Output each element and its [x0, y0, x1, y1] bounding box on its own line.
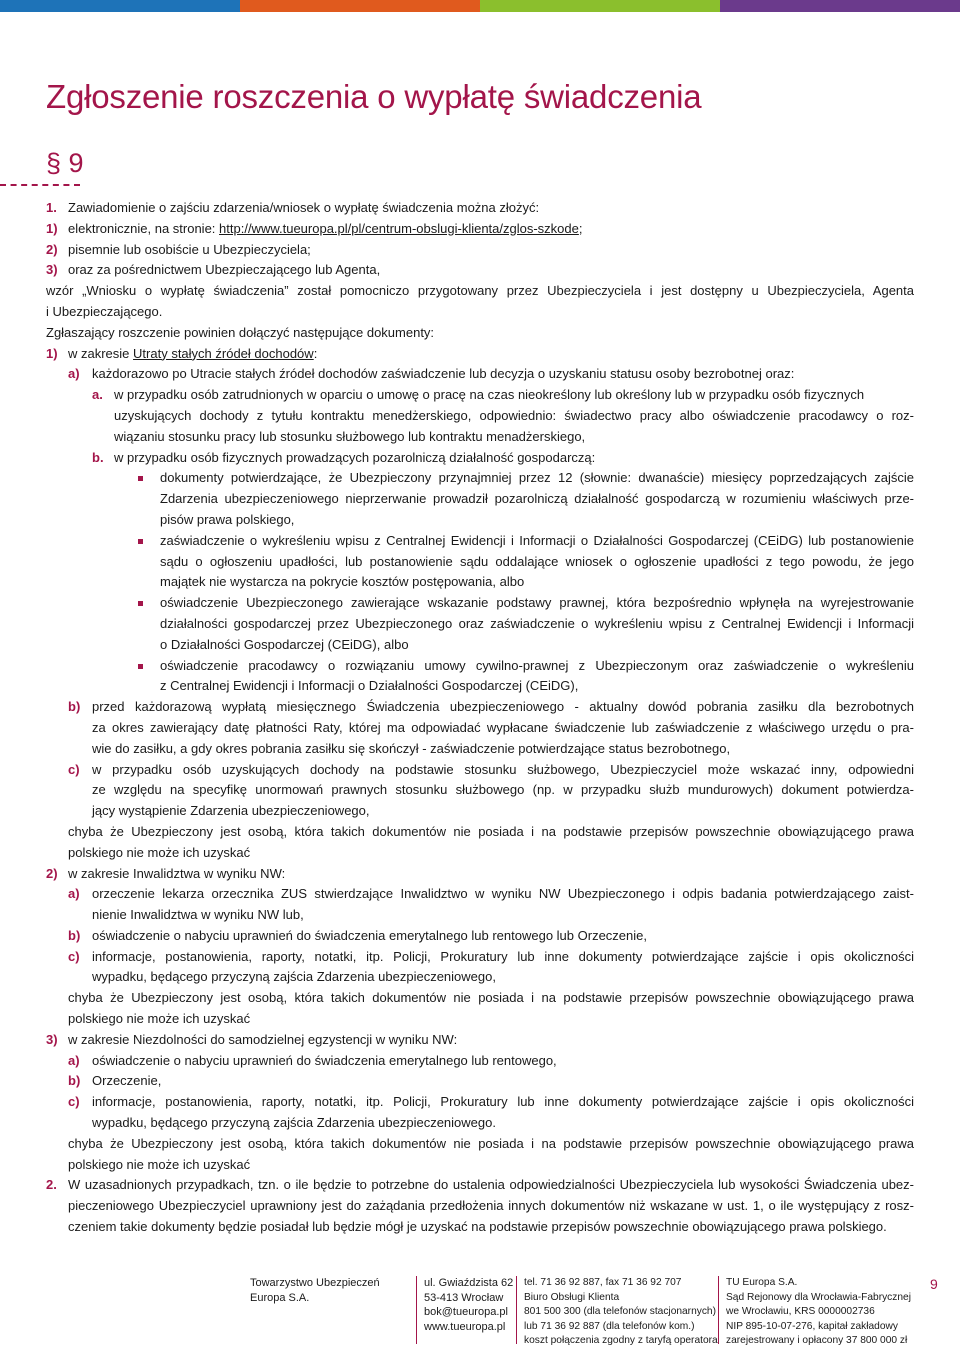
- point-2: [46, 1175, 914, 1196]
- text-line: elektronicznie, na stronie:: [68, 220, 220, 236]
- footer-line: 801 500 300 (dla telefonów stacjonarnych): [524, 1306, 716, 1317]
- subitem-label: b): [68, 699, 81, 715]
- subitem-c: [46, 760, 914, 781]
- item-label: 2): [46, 865, 58, 881]
- footer-line: NIP 895-10-07-276, kapitał zakładowy: [726, 1320, 898, 1332]
- item-label: 3): [46, 262, 58, 278]
- top-color-bar: [0, 0, 960, 12]
- text-line: ze względu na specyfikę unormowań prawnych stosunku służbowego (np. w przypadku służb mundurowych) dokument potwierdza-: [92, 782, 914, 798]
- text-line: Orzeczenie,: [92, 1073, 162, 1089]
- text-line: ;: [578, 220, 583, 236]
- footer-address: [424, 1276, 513, 1334]
- text-line: wie do zasiłku, a gdy okres pobrania zasiłku się skończył - zaświadczenie potwierdzające status bezrobotnego,: [92, 740, 731, 756]
- footer-line: ul. Gwiaździsta 62: [424, 1277, 514, 1289]
- bullet-item: [46, 593, 914, 614]
- item-1-electronic: [46, 219, 914, 240]
- text-line: czeniem takie dokumenty będzie posiadał lub będzie mógł je uzyskać na podstawie przepisów powszechnie obowiązującego prawa polskiego.: [68, 1219, 887, 1235]
- footer-contact: [524, 1276, 718, 1349]
- text-line: oświadczenie o nabyciu uprawnień do świadczenia emerytalnego lub rentowego,: [92, 1052, 557, 1068]
- text-line: chyba że Ubezpieczony jest osobą, która takich dokumentów nie posiada i na podstawie przepisów powszechnie obowiązującego prawa: [68, 823, 914, 839]
- subitem-label: c): [68, 761, 80, 777]
- bar-blue: [0, 0, 240, 12]
- text-line: sądu o ogłoszeniu upadłości, lub postanowienie sądu oddalające wniosek o ogłoszenie upadłości z tego powodu, że jego: [160, 553, 914, 569]
- text-line: polskiego nie może ich uzyskać: [68, 1011, 251, 1027]
- text-line: i Ubezpieczającego.: [46, 303, 163, 319]
- point-1: [46, 198, 914, 219]
- footer-divider: [416, 1276, 417, 1344]
- subitem-c: [46, 947, 914, 968]
- text-line: wypadku, będącego przyczyną zajścia Zdarzenia ubezpieczeniowego,: [92, 969, 496, 985]
- item-label: 3): [46, 1031, 58, 1047]
- document-body: [46, 198, 914, 1238]
- subitem-a: [46, 364, 914, 385]
- item-label: 2): [46, 241, 58, 257]
- subitem-label: a): [68, 366, 80, 382]
- subpoint-b: [46, 448, 914, 469]
- text-line: majątek nie wystarcza na pokrycie kosztów postępowania, albo: [160, 574, 525, 590]
- text-line: w zakresie Niezdolności do samodzielnej egzystencji w wyniku NW:: [68, 1031, 458, 1047]
- subitem-b: [46, 926, 914, 947]
- footer-line: Towarzystwo Ubezpieczeń: [250, 1277, 380, 1289]
- square-bullet-icon: [138, 476, 143, 481]
- text-line: uzyskujących dochody z tytułu kontraktu menedżerskiego, odpowiednio: świadectwo pracy albo oświadczenie pracodawcy o roz-: [114, 407, 914, 423]
- footer-line: 53-413 Wrocław: [424, 1291, 504, 1304]
- item-3-dependency: [46, 1030, 914, 1051]
- text-line: pisów prawa polskiego,: [160, 511, 295, 527]
- subpoint-a: [46, 385, 914, 406]
- text-line: w przypadku osób uzyskujących dochody na podstawie stosunku służbowego, Ubezpieczyciel może wskazać inny, odpowiedni: [92, 761, 914, 777]
- text-line: dokumenty potwierdzające, że Ubezpieczony przynajmniej przez 12 (słownie: dwanaście) miesięcy poprzedzających zajście: [160, 470, 914, 486]
- footer-legal: [726, 1276, 911, 1349]
- footer-line: Sąd Rejonowy dla Wrocławia-Fabrycznej: [726, 1291, 911, 1303]
- text-line: o Działalności Gospodarczej (CEiDG), albo: [160, 636, 409, 652]
- text-line: Zgłaszający roszczenie powinien dołączyć następujące dokumenty:: [46, 324, 435, 340]
- text-line: polskiego nie może ich uzyskać: [68, 1156, 251, 1172]
- text-line: Zdarzenia ubezpieczeniowego nieprzerwanie prowadził pozarolniczą działalność gospodarczą w rozumieniu właściwych prze-: [160, 491, 914, 507]
- item-2-disability: [46, 864, 914, 885]
- text-line: Zawiadomienie o zajściu zdarzenia/wniosek o wypłatę świadczenia można złożyć:: [68, 200, 540, 215]
- subpoint-label: a.: [92, 387, 103, 403]
- item-label: 1): [46, 345, 58, 361]
- text-line: w przypadku osób zatrudnionych w oparciu o umowę o pracę na czas nieokreślony lub określony lub w przypadku osób fizycznych: [114, 387, 865, 403]
- text-line: w zakresie Inwalidztwa w wyniku NW:: [68, 865, 286, 881]
- text-line: oświadczenie Ubezpieczonego zawierające wskazanie podstawy prawnej, która bezpośrednio wpłynęła na wyrejestrowanie: [160, 595, 914, 611]
- subitem-b: [46, 697, 914, 718]
- subitem-c: [46, 1092, 914, 1113]
- footer-company: [250, 1276, 380, 1305]
- subitem-label: c): [68, 948, 80, 964]
- text-line: wzór „Wniosku o wypłatę świadczenia” został pomocniczo przygotowany przez Ubezpieczyciela i jest dostępny u Ubezpieczyciela, Agenta: [46, 283, 914, 299]
- claim-form-link[interactable]: http://www.tueuropa.pl/pl/centrum-obslugi-klienta/zglos-szkode: [219, 220, 579, 236]
- footer-line: Biuro Obsługi Klienta: [524, 1291, 620, 1303]
- point-label: 1.: [46, 200, 57, 215]
- text-line: nienie Inwalidztwa w wyniku NW lub,: [92, 907, 304, 923]
- footer-line: TU Europa S.A.: [726, 1277, 798, 1288]
- bullet-item: [46, 468, 914, 489]
- square-bullet-icon: [138, 539, 143, 544]
- text-line: polskiego nie może ich uzyskać: [68, 844, 251, 860]
- text-line: W uzasadnionych przypadkach, tzn. o ile będzie to potrzebne do ustalenia odpowiedzialności Ubezpieczyciela lub wysokości Świadczenia ubez-: [68, 1177, 914, 1193]
- text-line: pieczeniowego Ubezpieczyciel uprawniony jest do zażądania przedłożenia innych dokumentów niż wskazane w ust. 1, o ile występujący z rosz-: [68, 1198, 914, 1214]
- subpoint-label: b.: [92, 449, 104, 465]
- page-title: Zgłoszenie roszczenia o wypłatę świadczenia: [46, 78, 702, 115]
- section-number: § 9: [46, 148, 84, 178]
- text-line: za okres zawierający datę płatności Raty, której ma odpowiadać wypłacane świadczenie lub zaświadczenie z właściwego urzędu o pra-: [92, 719, 914, 735]
- subitem-label: a): [68, 1052, 80, 1068]
- text-line: każdorazowo po Utracie stałych źródeł dochodów zaświadczenie lub decyzja o uzyskaniu statusu osoby bezrobotnej oraz:: [92, 366, 795, 382]
- text-line: zaświadczenie o wykreśleniu wpisu z Centralnej Ewidencji i Informacji o Działalności Gospodarczej (CEiDG) lub postanowienie: [160, 532, 914, 548]
- page-number: 9: [930, 1276, 938, 1292]
- underlined-term: Utraty stałych źródeł dochodów: [133, 345, 314, 361]
- item-label: 1): [46, 220, 58, 236]
- bullet-item: [46, 531, 914, 552]
- point-label: 2.: [46, 1177, 57, 1193]
- bullet-item: [46, 656, 914, 677]
- text-line: wiązaniu stosunku pracy lub stosunku służbowego lub kontraktu menadżerskiego,: [114, 428, 586, 444]
- text-line: informacje, postanowienia, raporty, notatki, itp. Policji, Prokuratury lub inne dokumenty potwierdzające zajście i opis okoliczności: [92, 1094, 914, 1110]
- footer-email[interactable]: bok@tueuropa.pl: [424, 1306, 508, 1318]
- footer-line: koszt połączenia zgodny z taryfą operatora: [524, 1335, 718, 1346]
- text-line: jący wystąpienie Zdarzenia ubezpieczeniowego,: [92, 803, 370, 819]
- dashed-divider: [0, 184, 80, 186]
- text-line: oświadczenie pracodawcy o rozwiązaniu umowy cywilno-prawnej z Ubezpieczonym oraz zaświadczenie o wykreśleniu: [160, 657, 914, 673]
- footer-line: tel. 71 36 92 887, fax 71 36 92 707: [524, 1277, 682, 1288]
- text-line: działalności gospodarczej przez Ubezpieczonego oraz zaświadczenie o wykreśleniu wpisu z Centralnej Ewidencji i Informacji: [160, 615, 914, 631]
- text-line: oraz za pośrednictwem Ubezpieczającego lub Agenta,: [68, 262, 381, 278]
- subitem-label: a): [68, 886, 80, 902]
- item-1-income-loss: [46, 344, 914, 365]
- item-2-written: [46, 240, 914, 261]
- text-line: wypadku, będącego przyczyną zajścia Zdarzenia ubezpieczeniowego.: [92, 1115, 496, 1131]
- text-line: oświadczenie o nabyciu uprawnień do świadczenia emerytalnego lub rentowego lub Orzeczenie,: [92, 927, 647, 943]
- bar-green: [480, 0, 720, 12]
- footer-line: we Wrocławiu, KRS 0000002736: [726, 1306, 875, 1317]
- text-line: pisemnie lub osobiście u Ubezpieczyciela;: [68, 241, 311, 257]
- footer-website[interactable]: www.tueuropa.pl: [424, 1320, 506, 1333]
- text-line: chyba że Ubezpieczony jest osobą, która takich dokumentów nie posiada i na podstawie przepisów powszechnie obowiązującego prawa: [68, 1135, 914, 1151]
- footer-line: zarejestrowany i opłacony 37 800 000 zł: [726, 1335, 908, 1346]
- text-line: w przypadku osób fizycznych prowadzących pozarolniczą działalność gospodarczą:: [114, 449, 596, 465]
- square-bullet-icon: [138, 601, 143, 606]
- subitem-a: [46, 884, 914, 905]
- footer-line: Europa S.A.: [250, 1291, 310, 1304]
- text-line: informacje, postanowienia, raporty, notatki, itp. Policji, Prokuratury lub inne dokumenty potwierdzające zajście i opis okoliczności: [92, 948, 914, 964]
- text-line: przed każdorazową wypłatą miesięcznego Świadczenia ubezpieczeniowego - aktualny dowód pobrania zasiłku dla bezrobotnych: [92, 699, 914, 715]
- footer-divider: [516, 1276, 517, 1344]
- footer-line: lub 71 36 92 887 (dla telefonów kom.): [524, 1320, 695, 1332]
- subitem-a: [46, 1051, 914, 1072]
- text-line: w zakresie: [68, 345, 134, 361]
- subitem-label: b): [68, 1073, 81, 1089]
- subitem-b: [46, 1071, 914, 1092]
- subitem-label: c): [68, 1094, 80, 1110]
- square-bullet-icon: [138, 664, 143, 669]
- bar-purple: [720, 0, 960, 12]
- text-line: z Centralnej Ewidencji i Informacji o Działalności Gospodarczej (CEiDG),: [160, 678, 579, 694]
- text-line: orzeczenie lekarza orzecznika ZUS stwierdzające Inwalidztwo w wyniku NW Ubezpieczonego i odpis badania potwierdzającego zaist-: [92, 886, 914, 902]
- text-line: :: [313, 345, 318, 361]
- footer-divider: [718, 1276, 719, 1344]
- bar-orange: [240, 0, 480, 12]
- item-3-agent: [46, 260, 914, 281]
- text-line: chyba że Ubezpieczony jest osobą, która takich dokumentów nie posiada i na podstawie przepisów powszechnie obowiązującego prawa: [68, 990, 914, 1006]
- subitem-label: b): [68, 927, 81, 943]
- page-footer: [0, 1276, 960, 1346]
